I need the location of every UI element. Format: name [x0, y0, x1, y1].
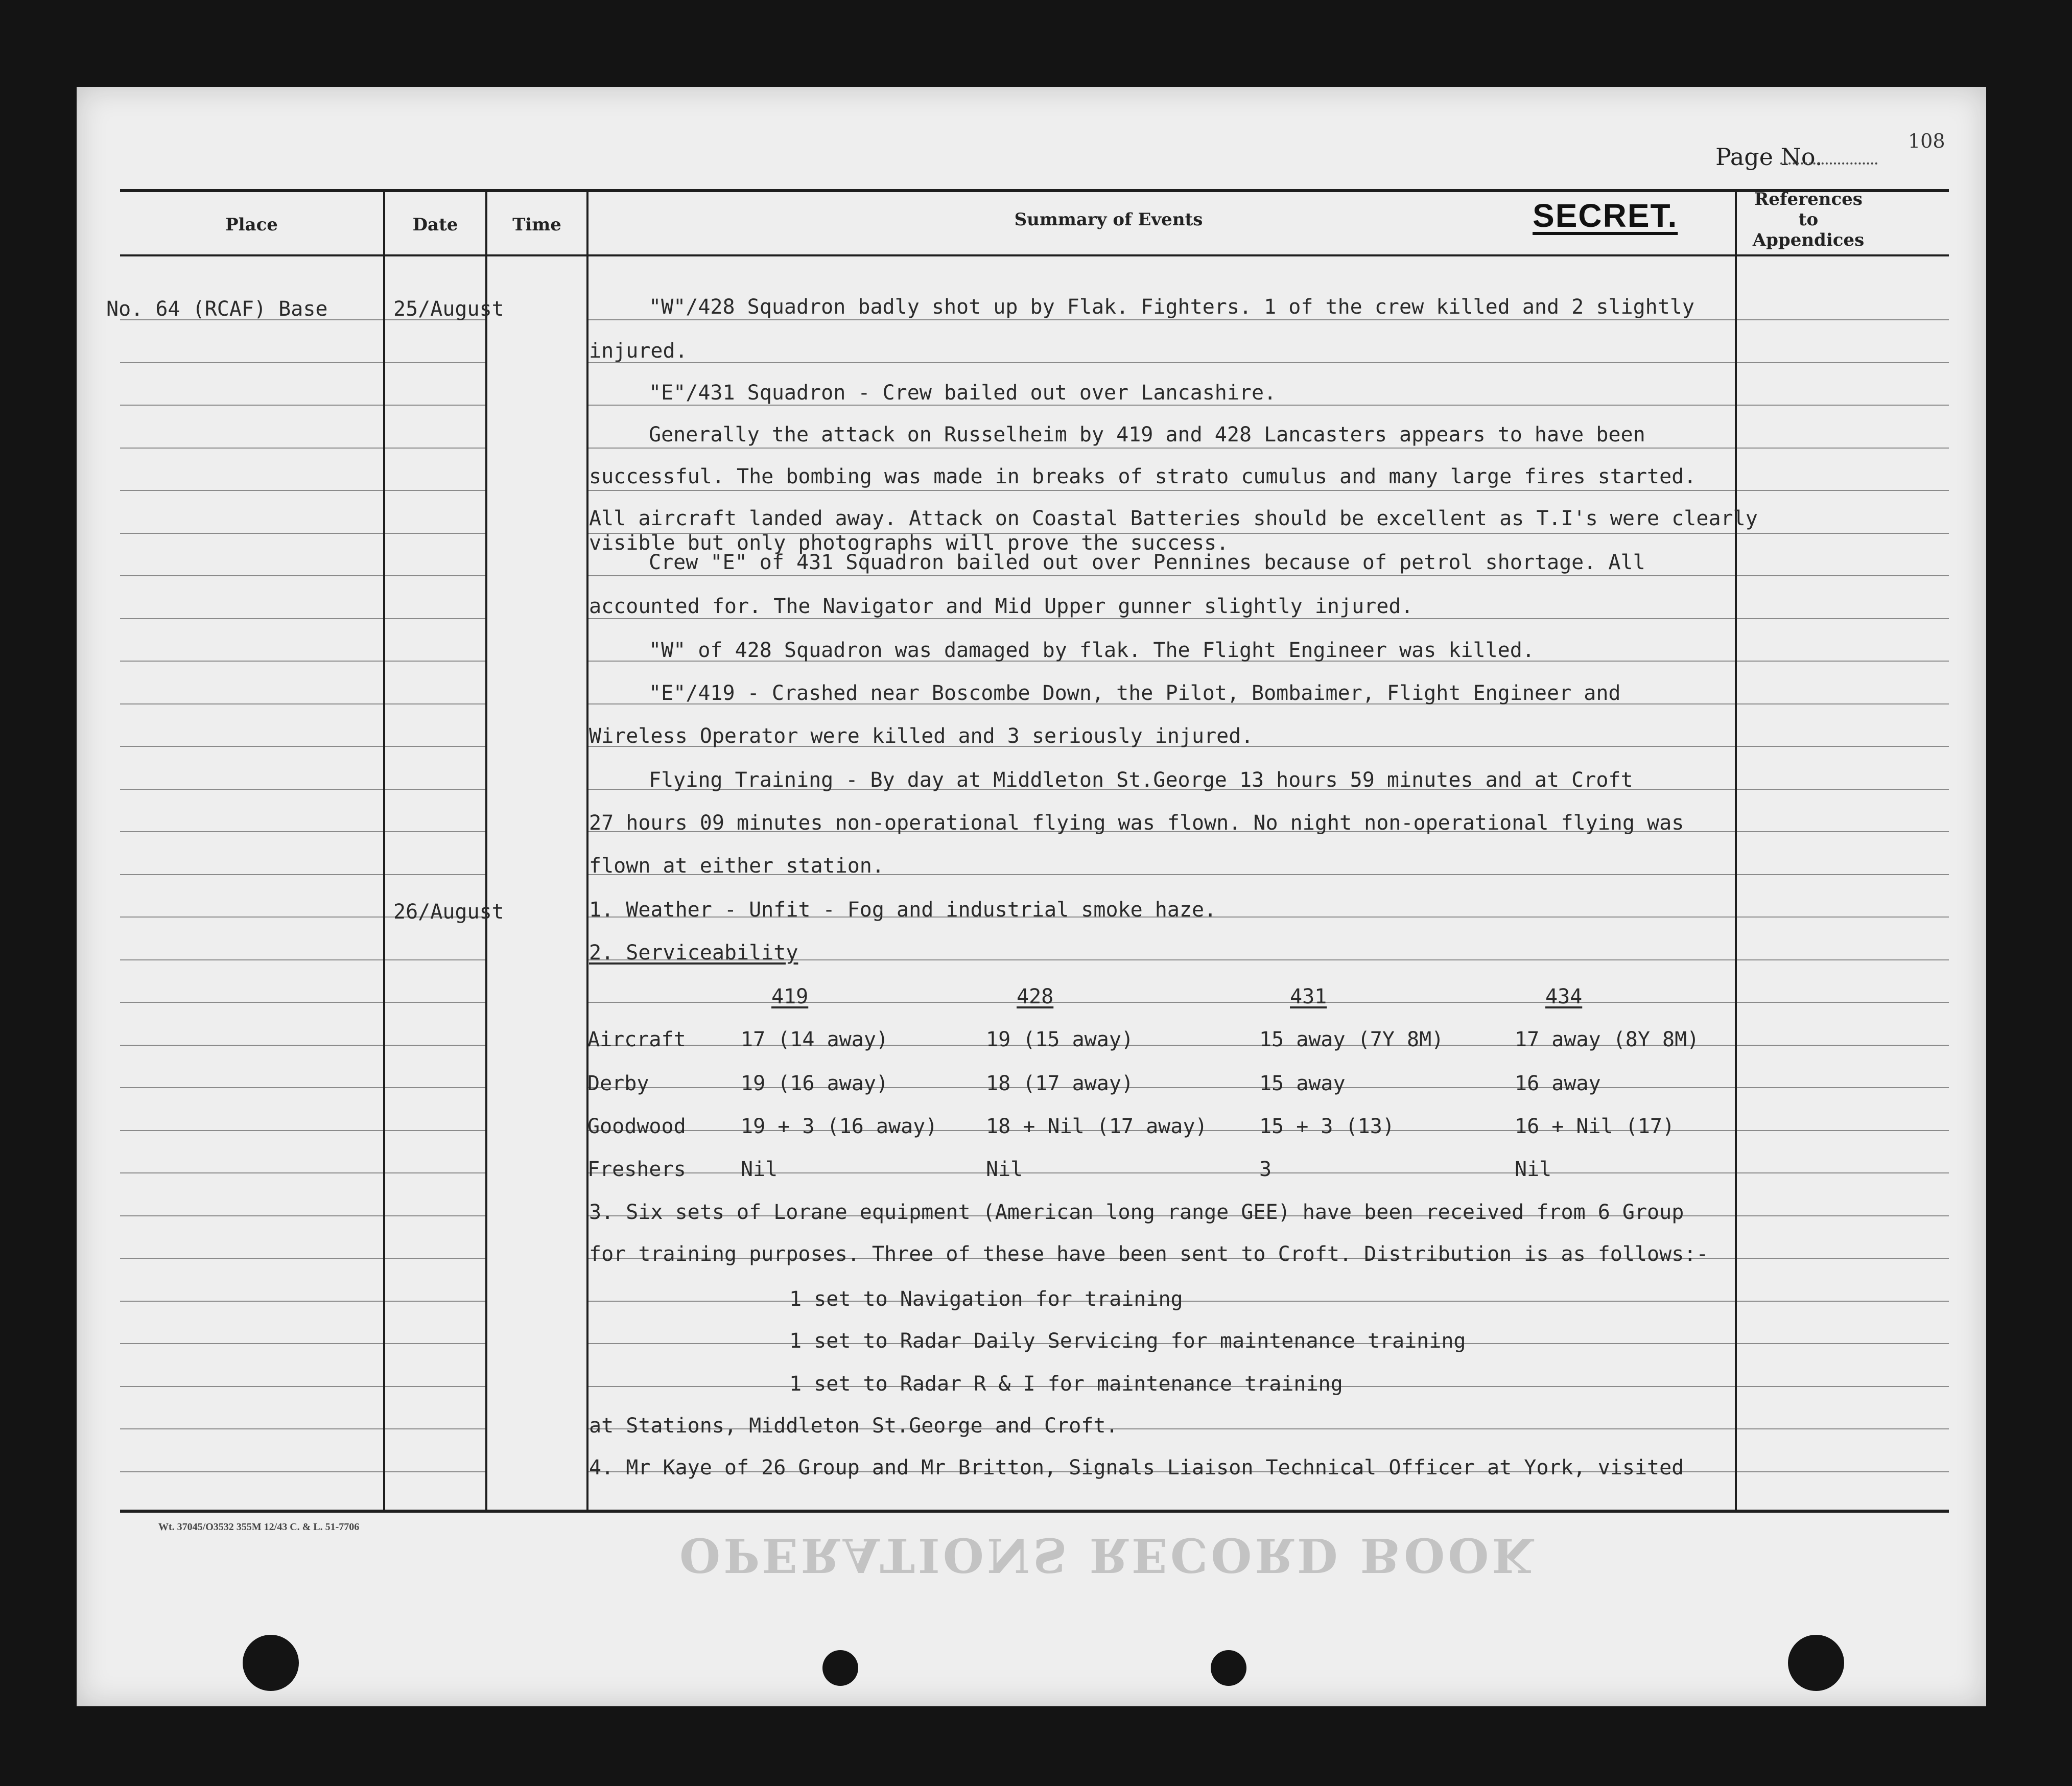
col-divider-summary — [1735, 189, 1737, 1513]
page-number: 108 — [1908, 130, 1945, 152]
header-time: Time — [512, 215, 561, 235]
ruled-line — [120, 1301, 383, 1302]
ruled-line — [1737, 618, 1949, 619]
serviceability-cell: 19 (15 away) — [986, 1028, 1134, 1051]
ruled-line — [1737, 1301, 1949, 1302]
ruled-line — [1737, 1172, 1949, 1173]
ruled-line — [120, 448, 383, 449]
ruled-line — [1737, 319, 1949, 320]
ruled-line — [120, 1087, 383, 1088]
summary-line: for training purposes. Three of these have been sent to Croft. Distribution is as follows:- — [589, 1242, 1709, 1266]
header-references-line1: References — [1754, 189, 1863, 209]
ruled-line — [385, 1471, 485, 1472]
summary-line: injured. — [589, 339, 688, 363]
serviceability-cell: 15 + 3 (13) — [1259, 1115, 1395, 1138]
ruled-line — [1737, 703, 1949, 704]
summary-line: 1 set to Radar Daily Servicing for maintenance training — [789, 1329, 1466, 1353]
ruled-line — [385, 789, 485, 790]
punch-hole — [822, 1650, 858, 1686]
ruled-line — [1737, 1258, 1949, 1259]
ruled-line — [1737, 1002, 1949, 1003]
ruled-line — [385, 1258, 485, 1259]
ruled-line — [385, 1172, 485, 1173]
summary-line: 4. Mr Kaye of 26 Group and Mr Britton, Signals Liaison Technical Officer at York, visited — [589, 1456, 1684, 1479]
serviceability-cell: Nil — [986, 1158, 1023, 1181]
ruled-line — [1737, 1087, 1949, 1088]
ruled-line — [385, 874, 485, 875]
bleed-through-watermark: OPERATIONS RECORD BOOK — [679, 1528, 1536, 1583]
ruled-line — [385, 362, 485, 363]
summary-line: 1 set to Navigation for training — [789, 1287, 1183, 1311]
serviceability-cell: 16 + Nil (17) — [1515, 1115, 1675, 1138]
ruled-line — [1737, 1343, 1949, 1344]
ruled-line — [1737, 1130, 1949, 1131]
ruled-line — [1737, 1045, 1949, 1046]
ruled-line — [120, 1215, 383, 1216]
ruled-line — [1737, 746, 1949, 747]
ruled-line — [1737, 405, 1949, 406]
serviceability-cell: 3 — [1259, 1158, 1272, 1181]
ruled-line — [385, 618, 485, 619]
ruled-line — [1737, 1386, 1949, 1387]
ruled-line — [120, 575, 383, 576]
ruled-line — [1737, 874, 1949, 875]
ruled-line — [385, 1130, 485, 1131]
serviceability-cell: 18 + Nil (17 away) — [986, 1115, 1208, 1138]
ruled-line — [120, 1386, 383, 1387]
summary-line: successful. The bombing was made in breaks of strato cumulus and many large fires started. — [589, 465, 1697, 488]
serviceability-cell: 15 away — [1259, 1072, 1346, 1095]
ruled-line — [120, 746, 383, 747]
serviceability-cell: 18 (17 away) — [986, 1072, 1134, 1095]
ruled-line — [120, 490, 383, 491]
ruled-line — [385, 1386, 485, 1387]
ruled-line — [120, 1002, 383, 1003]
ruled-line — [588, 618, 1735, 619]
ruled-line — [120, 1172, 383, 1173]
ruled-line — [1737, 789, 1949, 790]
ruled-line — [120, 405, 383, 406]
col-divider-place — [383, 189, 385, 1513]
serviceability-cell: 15 away (7Y 8M) — [1259, 1028, 1444, 1051]
ruled-line — [120, 1343, 383, 1344]
ruled-line — [1737, 1428, 1949, 1429]
summary-line: "E"/431 Squadron - Crew bailed out over Lancashire. — [649, 381, 1277, 405]
serviceability-cell: Nil — [741, 1158, 778, 1181]
ruled-line — [120, 1471, 383, 1472]
summary-line: 3. Six sets of Lorane equipment (American long range GEE) have been received from 6 Group — [589, 1201, 1684, 1224]
ruled-line — [1737, 1215, 1949, 1216]
serviceability-cell: Nil — [1515, 1158, 1552, 1181]
serviceability-cell: 19 (16 away) — [741, 1072, 888, 1095]
summary-line: flown at either station. — [589, 854, 884, 878]
secret-stamp: SECRET. — [1533, 197, 1678, 234]
header-references-line2: to — [1798, 209, 1819, 230]
summary-line: Flying Training - By day at Middleton St.George 13 hours 59 minutes and at Croft — [649, 768, 1633, 792]
ruled-line — [385, 1045, 485, 1046]
ruled-line — [120, 789, 383, 790]
serviceability-column-434: 434 — [1545, 985, 1583, 1008]
serviceability-column-431: 431 — [1290, 985, 1327, 1008]
ruled-line — [385, 533, 485, 534]
date-entry-26-august: 26/August — [393, 900, 504, 924]
ruled-line — [120, 1130, 383, 1131]
page-number-label: Page No. — [1715, 143, 1823, 171]
ruled-line — [385, 959, 485, 960]
ruled-line — [588, 405, 1735, 406]
ruled-line — [588, 448, 1735, 449]
ruled-line — [385, 1215, 485, 1216]
punch-hole — [1211, 1650, 1246, 1686]
col-divider-date — [485, 189, 487, 1513]
page-number-dots — [1780, 162, 1877, 165]
ruled-line — [120, 703, 383, 704]
header-date: Date — [412, 215, 458, 235]
serviceability-cell: 19 + 3 (16 away) — [741, 1115, 938, 1138]
record-sheet — [77, 87, 1986, 1706]
serviceability-column-419: 419 — [771, 985, 809, 1008]
ruled-line — [120, 661, 383, 662]
ruled-line — [588, 490, 1735, 491]
table-bottom-border — [120, 1510, 1949, 1513]
ruled-line — [385, 1087, 485, 1088]
serviceability-heading: 2. Serviceability — [589, 941, 798, 965]
serviceability-row-label: Aircraft — [587, 1028, 686, 1051]
punch-hole — [243, 1635, 299, 1691]
ruled-line — [1737, 831, 1949, 832]
punch-hole — [1788, 1635, 1844, 1691]
ruled-line — [1737, 917, 1949, 918]
ruled-line — [385, 1002, 485, 1003]
summary-line: Generally the attack on Russelheim by 419 and 428 Lancasters appears to have been — [649, 423, 1645, 447]
ruled-line — [385, 1428, 485, 1429]
ruled-line — [120, 831, 383, 832]
place-entry: No. 64 (RCAF) Base — [106, 297, 328, 321]
ruled-line — [120, 1428, 383, 1429]
ruled-line — [385, 746, 485, 747]
summary-line: All aircraft landed away. Attack on Coastal Batteries should be excellent as T.I's were clearly — [589, 507, 1758, 530]
serviceability-cell: 16 away — [1515, 1072, 1601, 1095]
ruled-line — [385, 575, 485, 576]
ruled-line — [1737, 661, 1949, 662]
col-divider-time — [586, 189, 588, 1513]
ruled-line — [385, 661, 485, 662]
serviceability-cell: 17 away (8Y 8M) — [1515, 1028, 1700, 1051]
summary-line: accounted for. The Navigator and Mid Upper gunner slightly injured. — [589, 595, 1414, 618]
summary-line: 1. Weather - Unfit - Fog and industrial smoke haze. — [589, 898, 1217, 922]
ruled-line — [120, 917, 383, 918]
table-top-border — [120, 189, 1949, 192]
ruled-line — [385, 703, 485, 704]
ruled-line — [385, 448, 485, 449]
serviceability-cell: 17 (14 away) — [741, 1028, 888, 1051]
ruled-line — [588, 319, 1735, 320]
ruled-line — [1737, 533, 1949, 534]
ruled-line — [1737, 959, 1949, 960]
ruled-line — [1737, 448, 1949, 449]
summary-line: "W"/428 Squadron badly shot up by Flak. Fighters. 1 of the crew killed and 2 slightly — [649, 295, 1694, 319]
serviceability-column-428: 428 — [1017, 985, 1054, 1008]
ruled-line — [385, 831, 485, 832]
header-place: Place — [225, 215, 278, 235]
header-references-line3: Appendices — [1752, 230, 1865, 250]
ruled-line — [120, 1258, 383, 1259]
summary-line: Wireless Operator were killed and 3 seriously injured. — [589, 724, 1254, 748]
ruled-line — [120, 1045, 383, 1046]
summary-line: 1 set to Radar R & I for maintenance training — [789, 1372, 1343, 1396]
serviceability-row-label: Freshers — [587, 1158, 686, 1181]
ruled-line — [385, 1301, 485, 1302]
ruled-line — [1737, 362, 1949, 363]
header-bottom-border — [120, 254, 1949, 256]
ruled-line — [385, 490, 485, 491]
ruled-line — [588, 362, 1735, 363]
summary-line: at Stations, Middleton St.George and Croft. — [589, 1414, 1118, 1438]
printer-code: Wt. 37045/O3532 355M 12/43 C. & L. 51-7706 — [158, 1521, 360, 1533]
ruled-line — [1737, 490, 1949, 491]
summary-line: visible but only photographs will prove the success. — [589, 531, 1229, 555]
header-summary: Summary of Events — [1014, 209, 1203, 230]
summary-line: Crew "E" of 431 Squadron bailed out over Pennines because of petrol shortage. All — [649, 551, 1645, 574]
summary-line: "E"/419 - Crashed near Boscombe Down, the Pilot, Bombaimer, Flight Engineer and — [649, 682, 1621, 705]
ruled-line — [120, 959, 383, 960]
ruled-line — [120, 618, 383, 619]
ruled-line — [385, 1343, 485, 1344]
ruled-line — [385, 405, 485, 406]
ruled-line — [1737, 1471, 1949, 1472]
ruled-line — [120, 874, 383, 875]
ruled-line — [120, 533, 383, 534]
serviceability-row-label: Derby — [587, 1072, 649, 1095]
ruled-line — [1737, 575, 1949, 576]
date-entry-25-august: 25/August — [393, 297, 504, 321]
ruled-line — [588, 575, 1735, 576]
summary-line: "W" of 428 Squadron was damaged by flak. The Flight Engineer was killed. — [649, 639, 1535, 662]
header-references — [1732, 189, 1885, 250]
summary-line: 27 hours 09 minutes non-operational flying was flown. No night non-operational flying was — [589, 811, 1684, 835]
serviceability-row-label: Goodwood — [587, 1115, 686, 1138]
ruled-line — [120, 362, 383, 363]
